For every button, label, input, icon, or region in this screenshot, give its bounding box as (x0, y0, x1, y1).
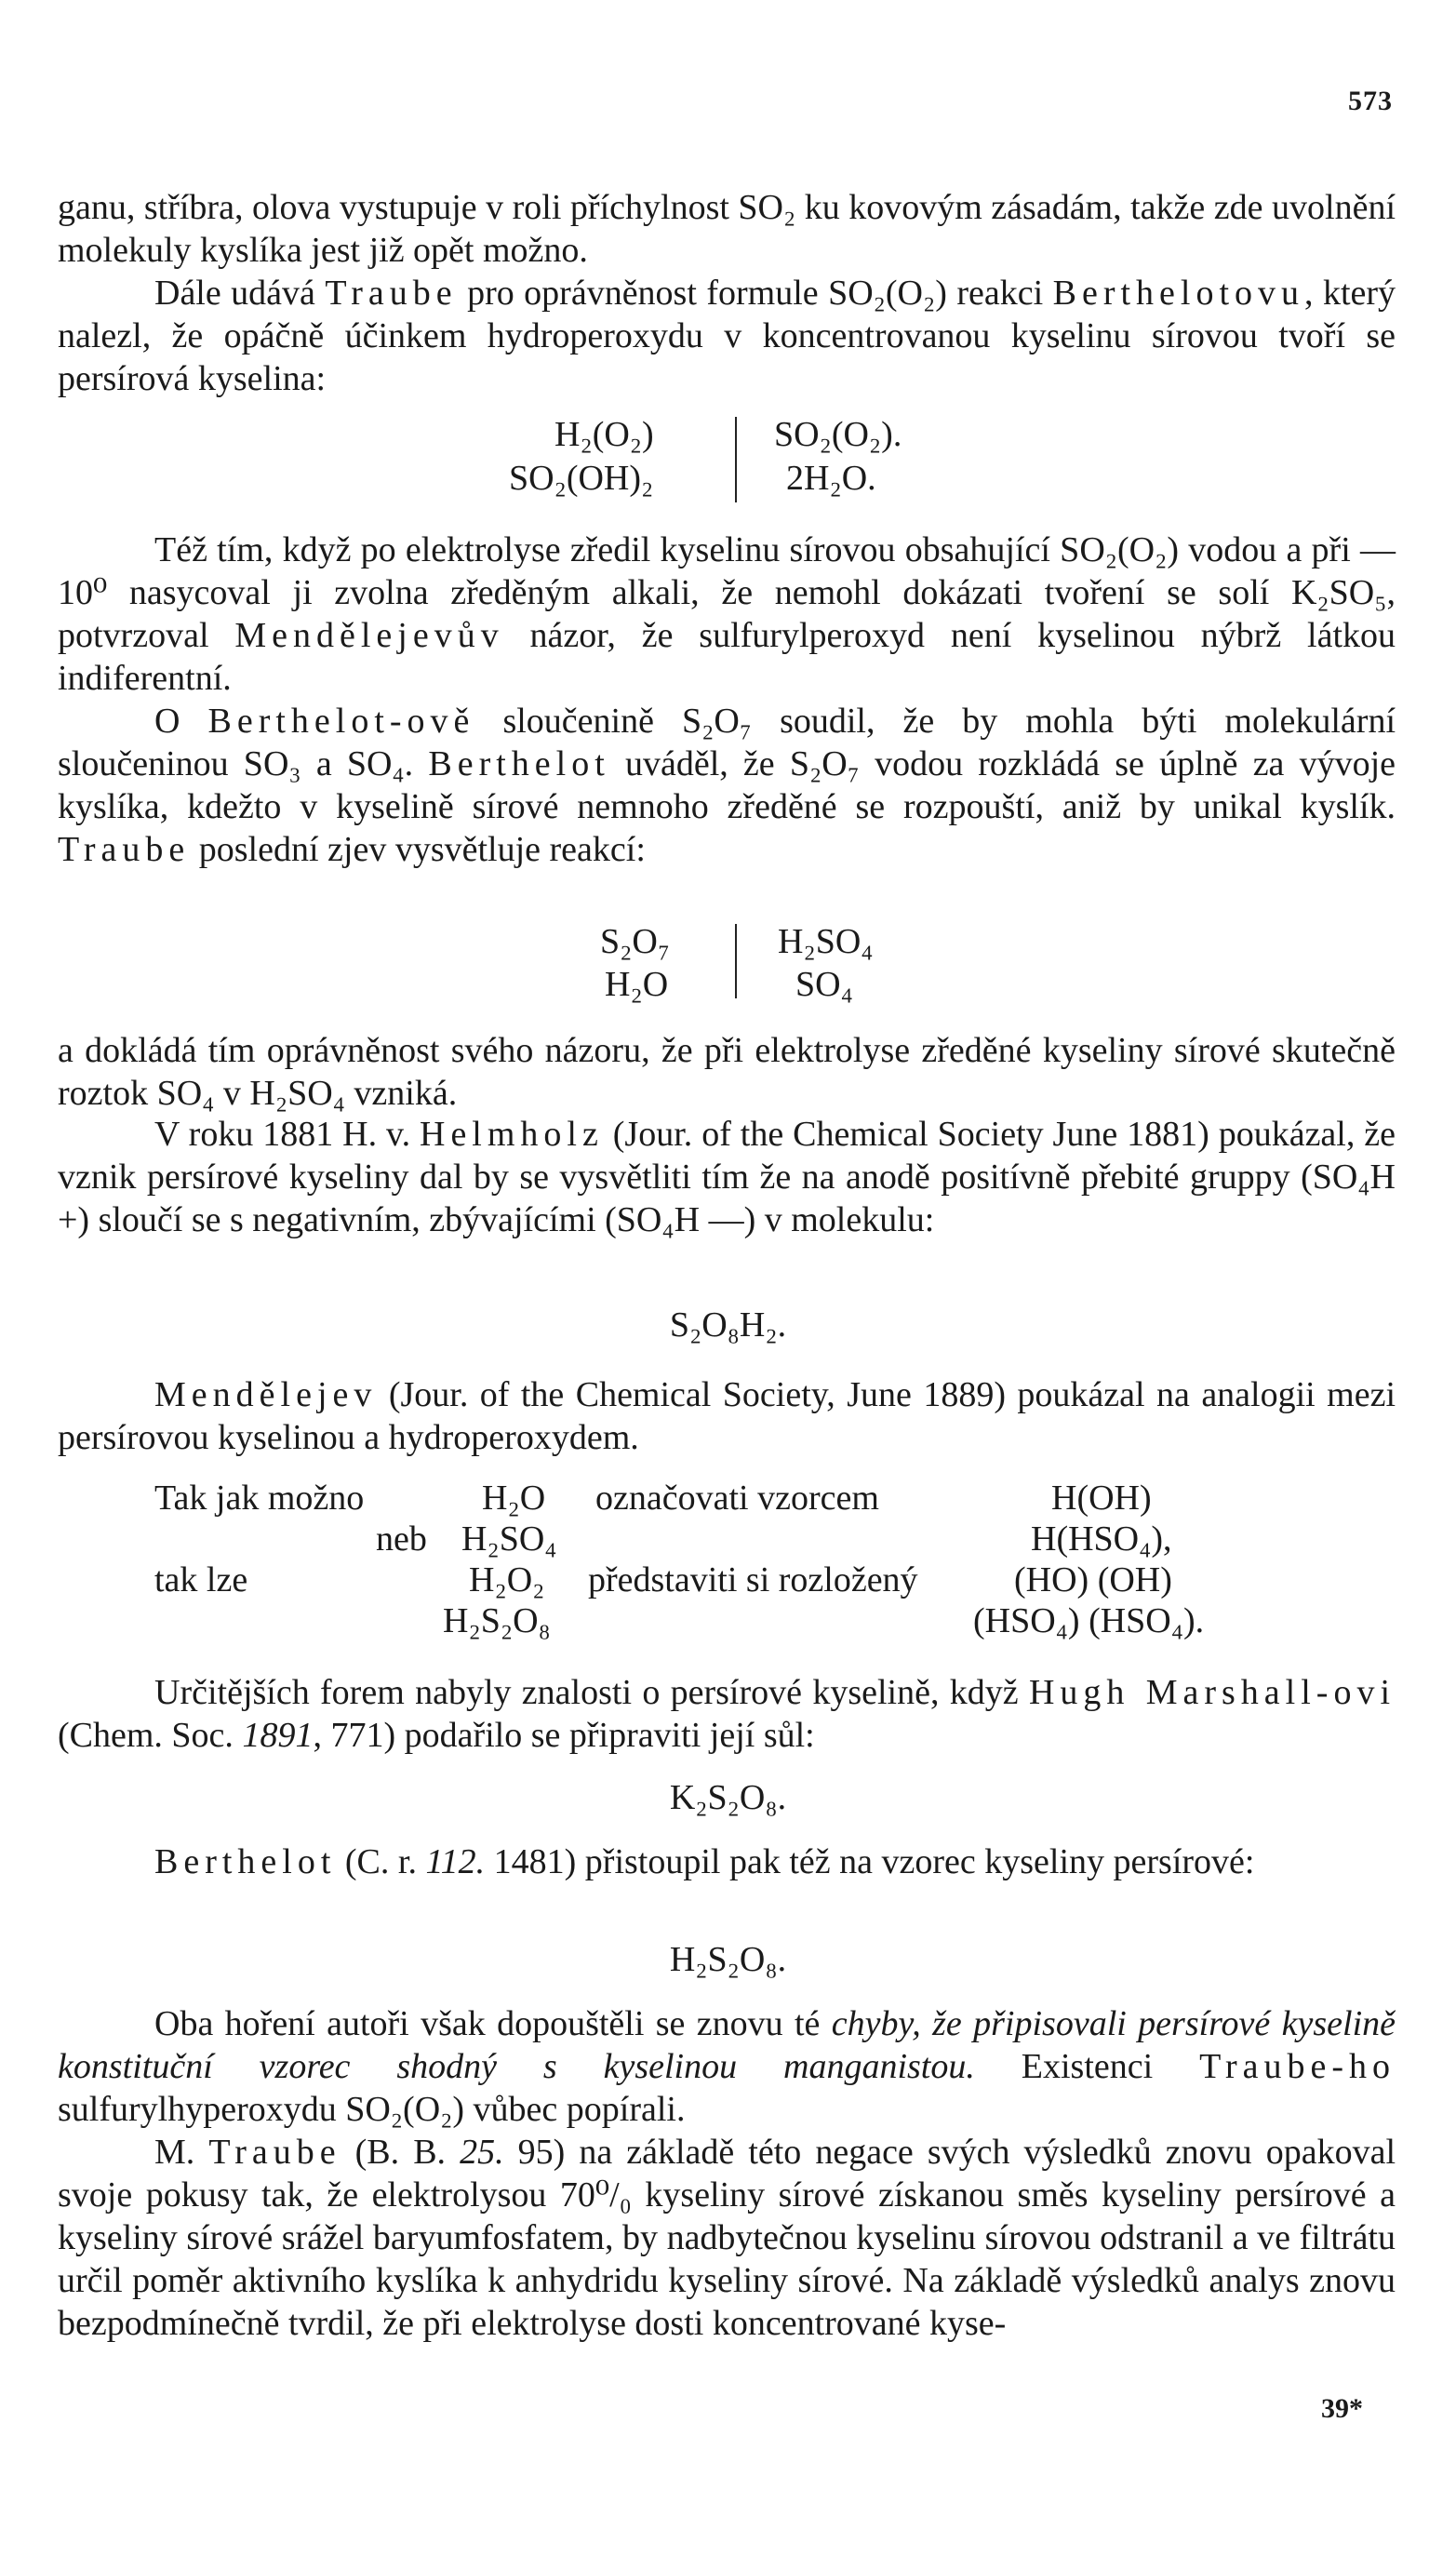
author-berthelot-2: Berthelot (428, 744, 610, 783)
p3-text-b: názor, že sulfurylperoxyd není kyselinou nýbrž látkou indiferentní. (58, 616, 1396, 698)
paragraph-8 (58, 1671, 1396, 1757)
table-r2c4: H(HSO₄), (1031, 1519, 1172, 1559)
table-r1c1: Tak jak možno (154, 1479, 365, 1518)
p11-volume: 25. (460, 2133, 504, 2172)
table-r4c2: H₂S₂O₈ (443, 1601, 551, 1640)
table-r3c4: (HO) (OH) (1014, 1560, 1172, 1599)
p10-text-b: Existenci (1021, 2047, 1154, 2086)
paragraph-1 (58, 186, 1396, 272)
formula-2-right-1: H₂SO₄ (778, 922, 874, 961)
p7-text-b: (Jour. of the Chemical Society, June 1889) poukázal na analogii mezi persírovou kyselinou a hydroperoxydem. (58, 1375, 1396, 1457)
p11-text-a: M. (154, 2133, 195, 2172)
paragraph-6 (58, 1113, 1396, 1241)
formula-5: H₂S₂O₈. (669, 1940, 787, 1979)
paragraph-4 (58, 700, 1396, 871)
p9-text-a: (C. r. (344, 1842, 417, 1881)
p3-text-a: Též tím, když po elektrolyse zředil kyselinu sírovou obsahující SO₂(O₂) vodou a při — 10⁰ nasycoval ji zvolna zředěným alkali, že nemohl dokázati tvoření se solí K₂SO₅, potvrzoval (58, 530, 1396, 655)
page-number: 573 (1348, 86, 1393, 116)
formula-2-left-2: H₂O (605, 965, 669, 1004)
paragraph-11 (58, 2131, 1396, 2345)
p2-text-c: , který nalezl, že opáčně účinkem hydroperoxydu v koncentrovanou kyselinu sírovou tvoří se persírová kyselina: (58, 274, 1396, 398)
author-helmholz: Helmholz (420, 1115, 604, 1154)
paragraph-7 (58, 1373, 1396, 1459)
formula-2-left-1: S₂O₇ (600, 922, 671, 961)
p6-text-a: V roku 1881 H. v. (154, 1115, 411, 1154)
p8-year: 1891 (242, 1716, 314, 1755)
p9-text-b: 1481) přistoupil pak též na vzorec kyseliny persírové: (493, 1842, 1255, 1881)
p4-text-d: poslední zjev vysvětluje reakcí: (198, 830, 646, 869)
formula-4: K₂S₂O₈. (669, 1778, 787, 1817)
p10-emphasis: chyby, že připisovali persírové kyselině konstituční vzorec shodný s kyselinou manganistou. (58, 2004, 1396, 2086)
p9-volume: 112. (425, 1842, 486, 1881)
p8-text-b: (Chem. Soc. (58, 1716, 234, 1755)
formula-1-left-2: SO₂(OH)₂ (509, 459, 654, 498)
formula-1-divider (735, 417, 737, 502)
p6-text-b: (Jour. of the Chemical Society June 1881) poukázal, že vznik persírové kyseliny dal by se vysvětliti tím že na anodě positívně přebité gruppy (SO₄H +) sloučí se s negativním, zbývajícími (SO₄H —) v molekulu: (58, 1115, 1396, 1239)
author-mendelejev-2: Mendělejev (154, 1375, 378, 1414)
p2-text-a: Dále udává (154, 274, 315, 313)
p10-text-c: sulfurylhyperoxydu SO₂(O₂) vůbec popírali. (58, 2090, 686, 2129)
author-traube-2: Traube (58, 830, 191, 869)
formula-1-right-2: 2H₂O. (786, 459, 876, 498)
table-r2c1: neb (376, 1519, 427, 1559)
paragraph-2 (58, 272, 1396, 400)
table-r3c3: představiti si rozložený (588, 1560, 918, 1599)
p2-text-b: pro oprávněnost formule SO₂(O₂) reakci (467, 274, 1044, 313)
table-r1c3: označovati vzorcem (595, 1479, 879, 1518)
formula-1-right-1: SO₂(O₂). (774, 415, 902, 454)
printer-signature: 39* (1321, 2393, 1363, 2424)
table-r1c2: H₂O (482, 1479, 546, 1518)
table-r3c2: H₂O₂ (469, 1560, 545, 1599)
formula-1-left-1: H₂(O₂) (554, 415, 654, 454)
p1-text: ganu, stříbra, olova vystupuje v roli příchylnost SO₂ ku kovovým zásadám, takže zde uvolnění molekuly kyslíka jest již opět možno. (58, 188, 1396, 270)
paragraph-5 (58, 1029, 1396, 1115)
table-r4c4: (HSO₄) (HSO₄). (973, 1601, 1205, 1640)
p11-text-b: (B. B. (354, 2133, 447, 2172)
paragraph-10 (58, 2002, 1396, 2131)
p4-text-b: sloučenině S₂O₇ soudil, že by mohla býti molekulární sloučeninou SO₃ a SO₄. (58, 702, 1396, 783)
p4-text-c: uváděl, že S₂O₇ vodou rozkládá se úplně za vývoje kyslíka, kdežto v kyselině sírové nemnoho zředěné se rozpouští, aniž by unikal kyslík. (58, 744, 1396, 826)
p5-text: a dokládá tím oprávněnost svého názoru, že při elektrolyse zředěné kyseliny sírové skutečně roztok SO₄ v H₂SO₄ vzniká. (58, 1031, 1396, 1113)
author-berthelot-3: Berthelot (154, 1842, 337, 1881)
p4-text-a: O (154, 702, 180, 741)
formula-3: S₂O₈H₂. (669, 1305, 787, 1345)
paragraph-3 (58, 529, 1396, 700)
author-traube-3: Traube (208, 2133, 341, 2172)
author-traube-ho: Traube-ho (1199, 2047, 1396, 2086)
author-mendelejev: Mendělejevův (234, 616, 504, 655)
p10-text-a: Oba hoření autoři však dopouštěli se znovu té (154, 2004, 821, 2043)
table-r3c1: tak lze (154, 1560, 248, 1599)
author-berthelot: Berthelotovu (1052, 274, 1305, 313)
table-r1c4: H(OH) (1051, 1479, 1152, 1518)
table-r2c2: H₂SO₄ (461, 1519, 557, 1559)
formula-2-divider (735, 924, 737, 998)
paragraph-9 (58, 1840, 1396, 1883)
p8-text-a: Určitějších forem nabyly znalosti o persírové kyselině, když (154, 1673, 1019, 1712)
author-traube: Traube (325, 274, 458, 313)
author-berthelot-ove: Berthelot-ově (207, 702, 475, 741)
p8-text-c: , 771) podařilo se připraviti její sůl: (313, 1716, 815, 1755)
author-marshall: Hugh Marshall-ovi (1028, 1673, 1396, 1712)
formula-2-right-2: SO₄ (795, 965, 853, 1004)
p11-text-c: 95) na základě této negace svých výsledků znovu opakoval svoje pokusy tak, že elektrolysou 70⁰/₀ kyseliny sírové získanou směs kyseliny persírové a kyseliny sírové srážel baryumfosfatem, by nadbytečnou kyselinu sírovou odstranil a ve filtrátu určil poměr aktivního kyslíka k anhydridu kyseliny sírové. Na základě výsledků analys znovu bezpodmínečně tvrdil, že při elektrolyse dosti koncentrované kyse- (58, 2133, 1396, 2343)
